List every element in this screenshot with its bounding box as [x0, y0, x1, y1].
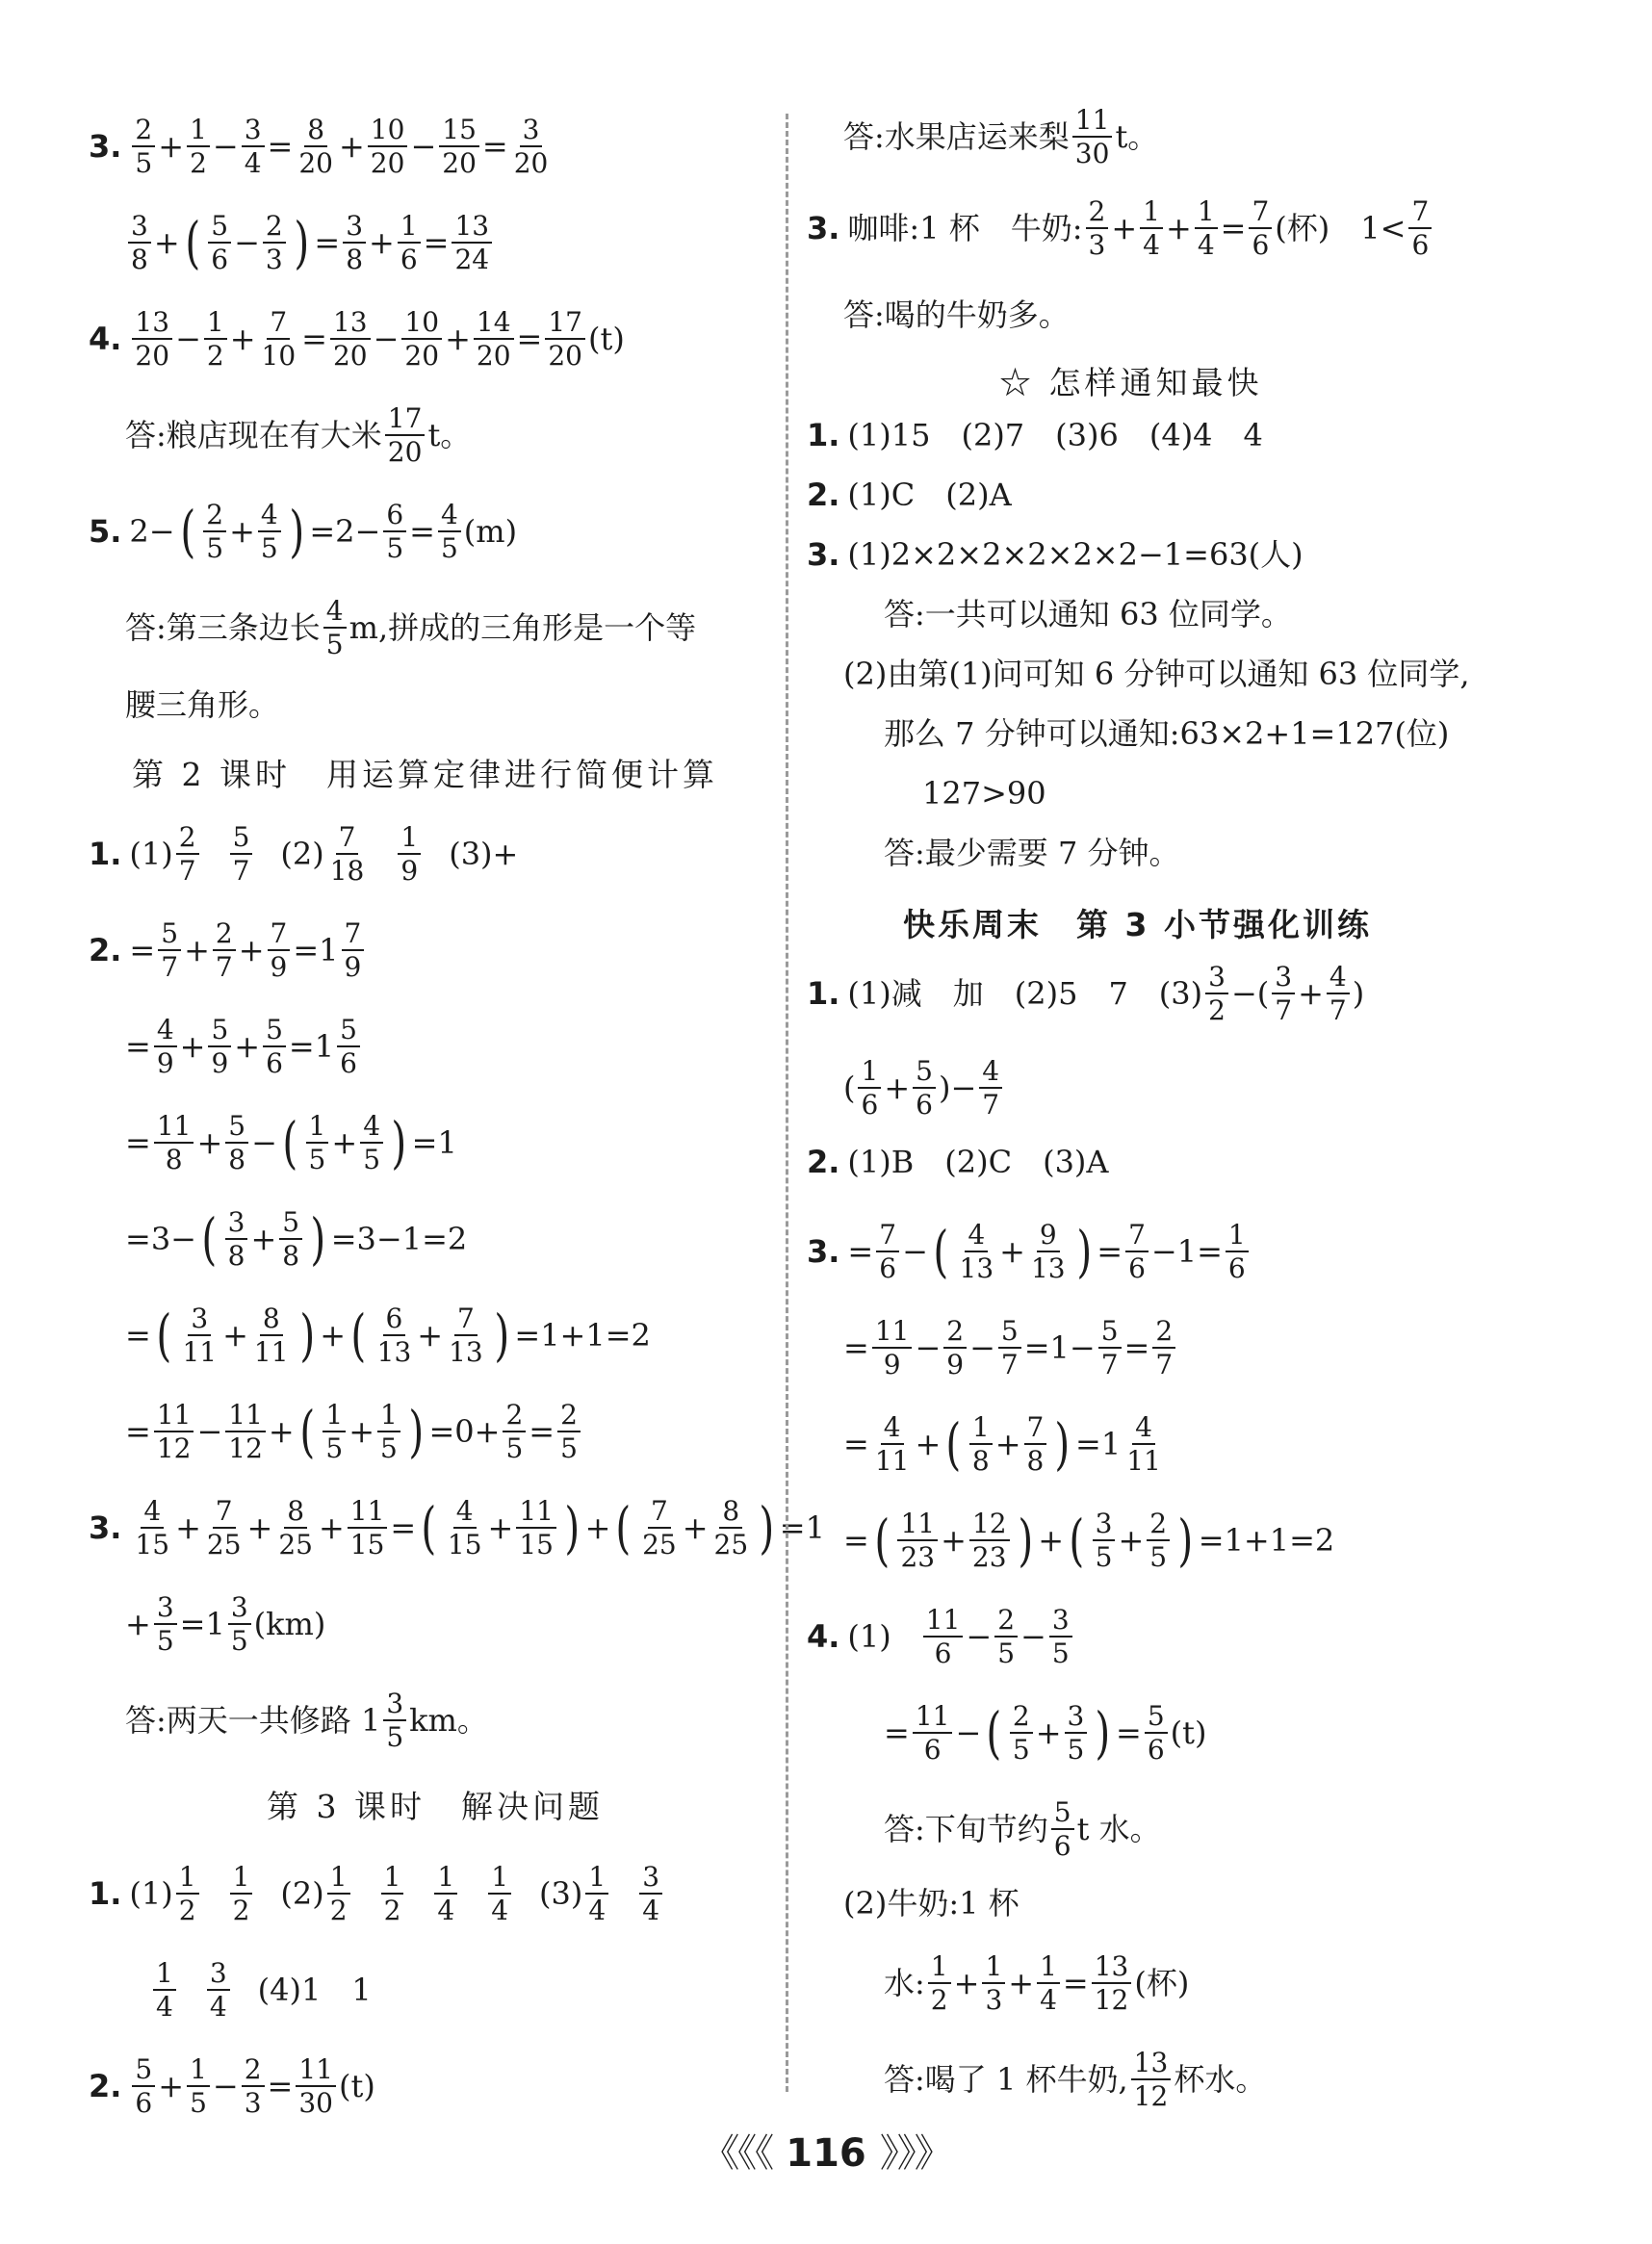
answer-line: 1. (1) 2 7 5 7 (2) 7 18 1 9 (3)+: [89, 821, 519, 887]
fraction: $\frac{4}{9}$: [154, 1015, 177, 1078]
section-heading: 第 2 课时 用运算定律进行简便计算: [132, 755, 718, 793]
answer-line: 答:最少需要 7 分钟。: [884, 835, 1180, 871]
answer-line: = $\frac{4}{9}$ + $\frac{5}{9}$ + $\frac{5}{6}$ =1 5 6: [89, 1008, 363, 1085]
fraction: $\frac{11}{6}$: [913, 1701, 953, 1765]
fraction: $\frac{2}{3}$: [263, 211, 286, 274]
fraction: $\frac{11}{9}$: [872, 1316, 913, 1380]
fraction: 1 2: [176, 1862, 199, 1925]
fraction: 3 8: [225, 1207, 248, 1271]
fraction: $\frac{1}{2}$: [204, 307, 227, 371]
fraction: $\frac{7}{10}$: [261, 306, 297, 372]
fraction: 7 9: [342, 918, 365, 982]
fraction: 4 13: [959, 1219, 994, 1284]
answer-line: 2. = $\frac{5}{7}$ + $\frac{2}{7}$ + $\frac{7}{9}$ =1 7 9: [89, 912, 367, 989]
page-footer: [0, 2123, 1652, 2178]
fraction: $\frac{2}{5}$: [557, 1400, 581, 1463]
answer-line: 水: 1 2 + $\frac{1}{3}$ + $\frac{1}{4}$ = $\frac{13}{12}$ (杯): [884, 1950, 1190, 2016]
fraction: 1 2: [327, 1862, 350, 1925]
fraction: $\frac{2}{3}$: [242, 2054, 265, 2118]
fraction: $\frac{7}{8}$: [1024, 1412, 1047, 1476]
fraction: $\frac{7}{9}$: [268, 918, 291, 982]
answer-line: 3. 咖啡:1 杯 牛奶: 2 3 + $\frac{1}{4}$ + $\frac{1}{4}$ = $\frac{7}{6}$ (杯) 1< 7 6: [807, 190, 1434, 267]
fraction: $\frac{11}{12}$: [154, 1400, 194, 1463]
answer-line: = $\frac{11}{6}$ − ( 2 5 + $\frac{3}{5}$ ) = $\frac{5}{6}$ (t): [884, 1700, 1207, 1766]
fraction: $\frac{5}{7}$: [998, 1316, 1021, 1380]
answer-line: 3. (1)2×2×2×2×2×2−1=63(人): [807, 536, 1304, 573]
fraction: 2 3: [1086, 196, 1109, 260]
answer-line: 5. 2− ( 2 5 + $\frac{4}{5}$ ) =2− $\frac{6}{5}$ = $\frac{4}{5}$ (m): [89, 499, 518, 564]
fraction: 7 18: [329, 821, 365, 887]
fraction: $\frac{11}{8}$: [154, 1111, 194, 1174]
answer-line: = $\frac{4}{11}$ + ( 1 8 + $\frac{7}{8}$ ) =1 4 11: [807, 1406, 1167, 1483]
fraction: $\frac{7}{25}$: [206, 1495, 242, 1560]
answer-line: 2. (1)B (2)C (3)A: [807, 1144, 1109, 1180]
fraction: $\frac{1}{5}$: [187, 2054, 210, 2118]
fraction: $\frac{15}{20}$: [439, 115, 479, 178]
fraction: $\frac{8}{25}$: [713, 1495, 749, 1560]
fraction: 1 2: [381, 1862, 404, 1925]
fraction: $\frac{3}{5}$: [1065, 1701, 1088, 1765]
answer-line: 答:粮店现在有大米 17 20 t。: [125, 402, 472, 468]
fraction: 3 5: [383, 1689, 406, 1752]
answer-line: 答:一共可以通知 63 位同学。: [884, 596, 1292, 632]
answer-line: = ( 3 11 + $\frac{8}{11}$ ) + ( 6 13 + $\frac{7}{13}$ ) =1+1=2: [125, 1303, 651, 1368]
fraction: $\frac{4}{7}$: [979, 1056, 1002, 1120]
answer-line: 那么 7 分钟可以通知:63×2+1=127(位): [884, 715, 1450, 752]
answer-line: 1 4 3 4 (4)1 1: [89, 1951, 372, 2028]
fraction: 3 7: [1272, 962, 1295, 1025]
footer-left-chevrons: 《《《: [701, 2131, 773, 2176]
answer-line: 3. 4 15 + $\frac{7}{25}$ + $\frac{8}{25}$ + $\frac{11}{15}$ = ( 4 15 + $\frac{11}{15}$ ) + ( 7 25 + $\frac{8}{25}$ ) =1: [89, 1495, 825, 1560]
fraction: $\frac{2}{7}$: [1152, 1316, 1175, 1380]
answer-line: 答:两天一共修路 1 3 5 km。: [125, 1688, 488, 1753]
fraction: 2 5: [1010, 1701, 1033, 1765]
fraction: $\frac{6}{5}$: [383, 500, 406, 563]
fraction: $\frac{13}{12}$: [1092, 1951, 1132, 2015]
fraction: $\frac{1}{6}$: [398, 211, 421, 274]
answer-line: = $\frac{11}{8}$ + $\frac{5}{8}$ − ( 1 5 + $\frac{4}{5}$ ) =1: [125, 1110, 457, 1175]
answer-line: 3. 2 5 + $\frac{1}{2}$ − $\frac{3}{4}$ = $\frac{8}{20}$ + $\frac{10}{20}$ − $\frac{15}{20}$ = $\frac{3}{20}$: [89, 108, 554, 185]
fraction: 2 5: [203, 500, 226, 563]
fraction: 5 6: [337, 1015, 360, 1078]
fraction: $\frac{7}{13}$: [449, 1303, 483, 1368]
fraction: $\frac{5}{8}$: [225, 1111, 248, 1174]
fraction: $\frac{12}{23}$: [969, 1509, 1010, 1572]
answer-line: 127>90: [922, 775, 1046, 812]
fraction: $\frac{2}{7}$: [213, 918, 236, 982]
section-heading: 快乐周末 第 3 小节强化训练: [903, 905, 1372, 943]
fraction: 1 4: [153, 1958, 176, 2022]
fraction: 5 6: [1051, 1797, 1074, 1861]
fraction: $\frac{5}{8}$: [279, 1207, 302, 1271]
fraction: 11 30: [1072, 105, 1113, 168]
fraction: 3 8: [128, 211, 151, 274]
fraction: 4 15: [135, 1495, 170, 1560]
fraction: $\frac{4}{7}$: [1327, 962, 1350, 1025]
footer-right-chevrons: 》》》: [879, 2131, 951, 2176]
section-heading: 第 3 课时 解决问题: [267, 1787, 604, 1825]
fraction: 1 2: [928, 1951, 951, 2015]
fraction: $\frac{4}{5}$: [438, 500, 461, 563]
fraction: 3 2: [1205, 962, 1228, 1025]
fraction: 5 7: [230, 822, 253, 886]
fraction: $\frac{8}{25}$: [278, 1495, 313, 1560]
fraction: 4 11: [1126, 1411, 1161, 1477]
answer-line: 腰三角形。: [125, 686, 280, 723]
answer-line: 2. 5 6 + $\frac{1}{5}$ − $\frac{2}{3}$ = $\frac{11}{30}$ (t): [89, 2053, 375, 2119]
answer-line: 3. = $\frac{7}{6}$ − ( 4 13 + $\frac{9}{13}$ ) = $\frac{7}{6}$ −1= $\frac{1}{6}$: [807, 1213, 1252, 1290]
fraction: 2 5: [132, 115, 155, 178]
answer-line: 4. 13 20 − $\frac{1}{2}$ + $\frac{7}{10}$ = $\frac{13}{20}$ − $\frac{10}{20}$ + $\frac{14}{20}$ = $\frac{17}{20}$ (t): [89, 306, 625, 372]
fraction: $\frac{3}{20}$: [513, 114, 549, 179]
fraction: 1 8: [969, 1412, 993, 1476]
fraction: $\frac{2}{5}$: [503, 1400, 526, 1463]
fraction: $\frac{2}{5}$: [994, 1605, 1018, 1668]
answer-line: (2)由第(1)问可知 6 分钟可以通知 63 位同学,: [843, 656, 1470, 692]
fraction: $\frac{5}{7}$: [158, 918, 181, 982]
fraction: 1 4: [585, 1862, 608, 1925]
fraction: $\frac{1}{4}$: [1037, 1951, 1060, 2015]
fraction: $\frac{3}{5}$: [1049, 1605, 1072, 1668]
fraction: 2 7: [176, 822, 199, 886]
fraction: $\frac{5}{9}$: [208, 1015, 231, 1078]
fraction: 3 5: [1093, 1509, 1116, 1572]
answer-line: 1. (1)15 (2)7 (3)6 (4)4 4: [807, 417, 1263, 453]
answer-line: ( 1 6 + $\frac{5}{6}$ ) − $\frac{4}{7}$: [807, 1049, 1005, 1126]
fraction: $\frac{3}{8}$: [343, 211, 366, 274]
fraction: $\frac{3}{5}$: [154, 1592, 177, 1656]
fraction: $\frac{2}{9}$: [943, 1316, 967, 1380]
answer-line: = $\frac{11}{9}$ − $\frac{2}{9}$ − $\frac{5}{7}$ =1− $\frac{5}{7}$ = $\frac{2}{7}$: [807, 1309, 1178, 1386]
fraction: $\frac{5}{7}$: [1098, 1316, 1122, 1380]
answer-line: 答:水果店运来梨 11 30 t。: [843, 104, 1159, 169]
answer-line: 答:喝了 1 杯牛奶, 13 12 杯水。: [884, 2047, 1267, 2112]
fraction: 3 4: [207, 1958, 230, 2022]
fraction: 1 2: [230, 1862, 253, 1925]
answer-line: (2)牛奶:1 杯: [843, 1885, 1020, 1922]
fraction: 5 6: [208, 211, 231, 274]
fraction: $\frac{13}{24}$: [452, 211, 492, 274]
fraction: $\frac{1}{3}$: [982, 1951, 1005, 2015]
answer-line: + $\frac{3}{5}$ =1 3 5 (km): [125, 1591, 326, 1657]
section-heading: ☆ 怎样通知最快: [999, 363, 1263, 401]
answer-line: 1. (1) 1 2 1 2 (2) 1 2 1 2 1 4 1 4 (3) 1 4 3 4: [89, 1855, 665, 1932]
fraction: 3 5: [228, 1592, 251, 1656]
fraction: $\frac{1}{4}$: [1195, 196, 1218, 260]
fraction: $\frac{4}{11}$: [874, 1411, 910, 1477]
fraction: $\frac{11}{12}$: [225, 1400, 266, 1463]
fraction: $\frac{1}{6}$: [1226, 1220, 1249, 1283]
fraction: $\frac{10}{20}$: [368, 115, 408, 178]
fraction: 13 20: [132, 307, 172, 371]
fraction: $\frac{4}{5}$: [360, 1111, 383, 1174]
answer-line: =3− ( 3 8 + $\frac{5}{8}$ ) =3−1=2: [125, 1206, 468, 1272]
fraction: $\frac{1}{2}$: [187, 115, 210, 178]
fraction: $\frac{14}{20}$: [474, 307, 514, 371]
answer-line: 答:第三条边长 4 5 m,拼成的三角形是一个等: [125, 595, 697, 660]
fraction: $\frac{13}{20}$: [330, 307, 371, 371]
fraction: 3 4: [639, 1862, 662, 1925]
answer-line: 2. (1)C (2)A: [807, 477, 1012, 513]
fraction: $\frac{7}{6}$: [1125, 1220, 1149, 1283]
fraction: 4 5: [323, 596, 347, 659]
fraction: $\frac{1}{5}$: [377, 1400, 400, 1463]
fraction: 17 20: [385, 403, 426, 467]
fraction: $\frac{11}{30}$: [296, 2054, 336, 2118]
fraction: 11 23: [897, 1509, 938, 1572]
fraction: $\frac{11}{15}$: [516, 1496, 556, 1560]
fraction: $\frac{2}{5}$: [1147, 1509, 1170, 1572]
fraction: $\frac{5}{6}$: [913, 1056, 936, 1120]
fraction: 7 6: [1408, 196, 1432, 260]
column-divider: [786, 114, 788, 2092]
fraction: 1 5: [306, 1111, 329, 1174]
fraction: 3 11: [182, 1303, 218, 1368]
fraction: $\frac{17}{20}$: [545, 307, 585, 371]
answer-line: 3 8 + ( 5 6 − $\frac{2}{3}$ ) = $\frac{3}{8}$ + $\frac{1}{6}$ = $\frac{13}{24}$: [89, 204, 495, 281]
fraction: $\frac{7}{6}$: [876, 1220, 899, 1283]
answer-line: = $\frac{11}{12}$ − $\frac{11}{12}$ + ( 1 5 + $\frac{1}{5}$ ) =0+ $\frac{2}{5}$ = $\frac{2}{5}$: [89, 1393, 583, 1470]
fraction: 1 9: [398, 822, 421, 886]
fraction: $\frac{8}{11}$: [253, 1303, 289, 1368]
fraction: $\frac{11}{15}$: [348, 1496, 388, 1560]
answer-line: 4. (1) 11 6 − $\frac{2}{5}$ − $\frac{3}{5}$: [807, 1598, 1075, 1675]
fraction: 1 5: [323, 1400, 346, 1463]
fraction: 13 12: [1131, 2048, 1172, 2111]
answer-line: 答:下旬节约 5 6 t 水。: [884, 1796, 1161, 1862]
fraction: 5 6: [132, 2054, 155, 2118]
fraction: $\frac{5}{6}$: [1145, 1701, 1168, 1765]
fraction: $\frac{8}{20}$: [298, 114, 333, 179]
fraction: 1 4: [488, 1862, 511, 1925]
fraction: $\frac{3}{4}$: [242, 115, 265, 178]
answer-line: 1. (1)减 加 (2)5 7 (3) 3 2 − ( 3 7 + $\frac{4}{7}$ ): [807, 961, 1365, 1026]
fraction: 1 6: [858, 1056, 881, 1120]
page-number: 116: [786, 2131, 866, 2176]
fraction: $\frac{7}{6}$: [1249, 196, 1272, 260]
fraction: 11 6: [923, 1605, 964, 1668]
answer-line: 答:喝的牛奶多。: [843, 297, 1070, 333]
fraction: $\frac{9}{13}$: [1030, 1219, 1066, 1284]
fraction: $\frac{10}{20}$: [401, 307, 442, 371]
fraction: $\frac{5}{6}$: [263, 1015, 286, 1078]
answer-line: = ( 11 23 + $\frac{12}{23}$ ) + ( 3 5 + $\frac{2}{5}$ ) =1+1=2: [843, 1508, 1335, 1573]
fraction: 6 13: [376, 1303, 412, 1368]
fraction: $\frac{4}{5}$: [258, 500, 281, 563]
fraction: $\frac{1}{4}$: [1140, 196, 1163, 260]
fraction: 7 25: [642, 1495, 677, 1560]
fraction: 4 15: [447, 1495, 482, 1560]
fraction: 1 4: [434, 1862, 457, 1925]
